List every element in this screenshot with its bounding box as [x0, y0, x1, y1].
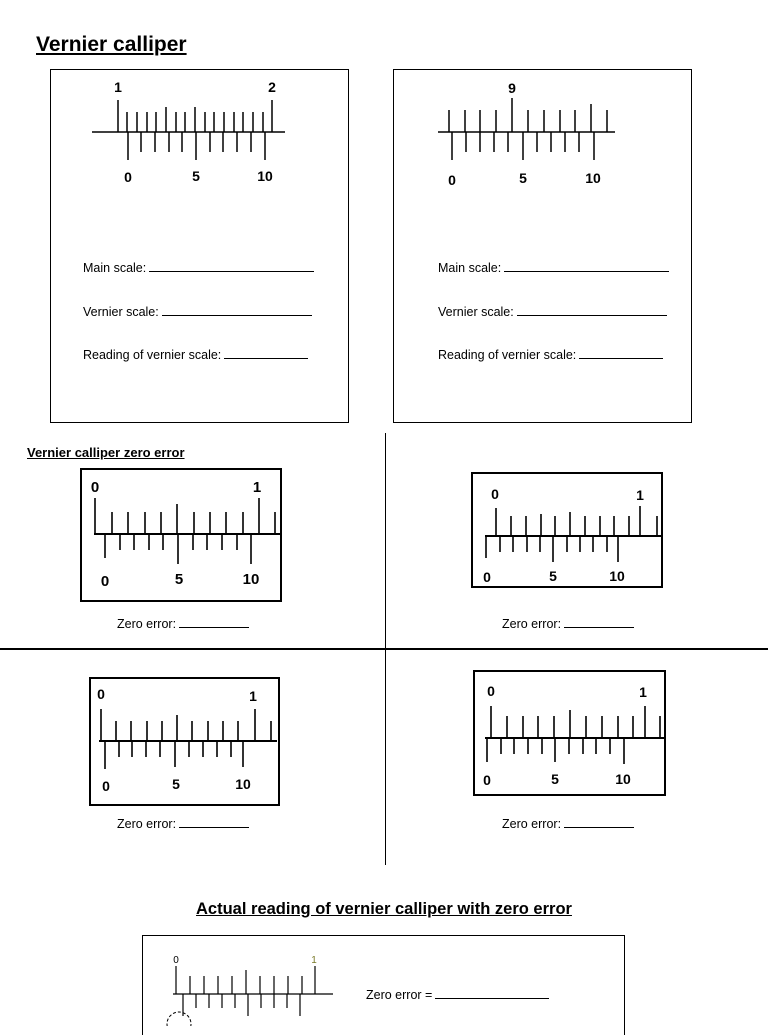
answer-blank[interactable] [504, 270, 669, 272]
main-scale-label: 0 [173, 955, 179, 966]
answer-blank[interactable] [564, 826, 634, 828]
main-scale-label: 1 [639, 684, 647, 700]
zero-error-label: Zero error = [366, 988, 433, 1002]
question-label: Vernier scale: [83, 305, 159, 319]
vernier-scale-label: 0 [448, 172, 456, 188]
vernier-scale-diagram-2 [394, 70, 691, 200]
main-scale-label: 0 [90, 479, 100, 496]
answer-blank[interactable] [564, 626, 634, 628]
question-main-scale [438, 261, 669, 275]
vernier-scale-label: 5 [519, 170, 527, 186]
question-reading [438, 348, 663, 362]
answer-blank[interactable] [579, 357, 663, 359]
question-vernier-scale [83, 305, 312, 319]
zero-error-diagram-4 [473, 670, 666, 796]
question-label: Main scale: [438, 261, 502, 275]
vernier-scale-label: 10 [242, 571, 260, 588]
vernier-scale-label: 5 [174, 571, 184, 588]
reading-panel-1 [50, 69, 349, 423]
zero-error-label: Zero error: [117, 817, 177, 831]
grid-horizontal-divider [0, 648, 768, 650]
main-scale-label: 0 [97, 686, 105, 702]
question-main-scale [83, 261, 314, 275]
main-scale-label: 1 [311, 955, 317, 966]
zero-error-question-2 [502, 617, 634, 631]
vernier-scale-label: 0 [100, 573, 110, 590]
zero-error-diagram-2 [471, 472, 663, 588]
vernier-scale-label: 0 [102, 778, 110, 794]
question-label: Vernier scale: [438, 305, 514, 319]
zero-error-diagram-3 [89, 677, 280, 806]
zero-error-label: Zero error: [117, 617, 177, 631]
actual-reading-panel [142, 935, 625, 1035]
vernier-scale-label: 0 [483, 772, 491, 788]
main-scale-label: 2 [268, 79, 276, 95]
vernier-scale-label: 5 [549, 568, 557, 584]
vernier-scale-label: 10 [615, 771, 631, 787]
reading-panel-2 [393, 69, 692, 423]
question-label: Reading of vernier scale: [83, 348, 222, 362]
answer-blank[interactable] [149, 270, 314, 272]
vernier-scale-diagram [475, 672, 664, 794]
actual-reading-section-title: Actual reading of vernier calliper with zero error [196, 900, 572, 918]
vernier-scale-label: 0 [483, 569, 491, 585]
main-scale-label: 9 [508, 80, 516, 96]
question-reading [83, 348, 308, 362]
question-label: Reading of vernier scale: [438, 348, 577, 362]
question-vernier-scale [438, 305, 667, 319]
question-label: Main scale: [83, 261, 147, 275]
vernier-scale-label: 5 [551, 771, 559, 787]
zero-error-label: Zero error: [502, 817, 562, 831]
answer-blank[interactable] [179, 626, 249, 628]
answer-blank[interactable] [435, 997, 549, 999]
answer-blank[interactable] [517, 314, 667, 316]
answer-blank[interactable] [224, 357, 308, 359]
page-title: Vernier calliper [36, 33, 187, 56]
main-scale-label: 1 [636, 487, 644, 503]
main-scale-label: 1 [252, 479, 262, 496]
zero-error-label: Zero error: [502, 617, 562, 631]
vernier-scale-label: 10 [235, 776, 251, 792]
zero-error-section-title: Vernier calliper zero error [27, 445, 185, 460]
vernier-scale-label: 5 [192, 168, 200, 184]
vernier-scale-diagram [473, 474, 661, 586]
vernier-scale-label: 10 [585, 170, 601, 186]
zero-error-diagram-1 [80, 468, 282, 602]
vernier-scale-diagram-1 [51, 70, 348, 200]
main-scale-label: 1 [114, 79, 122, 95]
main-scale-label: 1 [249, 688, 257, 704]
actual-zero-error-question [366, 988, 549, 1002]
vernier-scale-label: 10 [257, 168, 273, 184]
main-scale-label: 0 [491, 486, 499, 502]
vernier-scale-diagram [91, 679, 278, 804]
answer-blank[interactable] [179, 826, 249, 828]
vernier-scale-label: 0 [124, 169, 132, 185]
main-scale-label: 0 [487, 683, 495, 699]
vernier-scale-diagram [82, 470, 280, 600]
zero-error-question-3 [117, 817, 249, 831]
vernier-scale-label: 5 [172, 776, 180, 792]
zero-error-question-4 [502, 817, 634, 831]
answer-blank[interactable] [162, 314, 312, 316]
vernier-scale-label: 10 [609, 568, 625, 584]
vernier-scale-diagram [143, 936, 343, 1026]
zero-error-question-1 [117, 617, 249, 631]
